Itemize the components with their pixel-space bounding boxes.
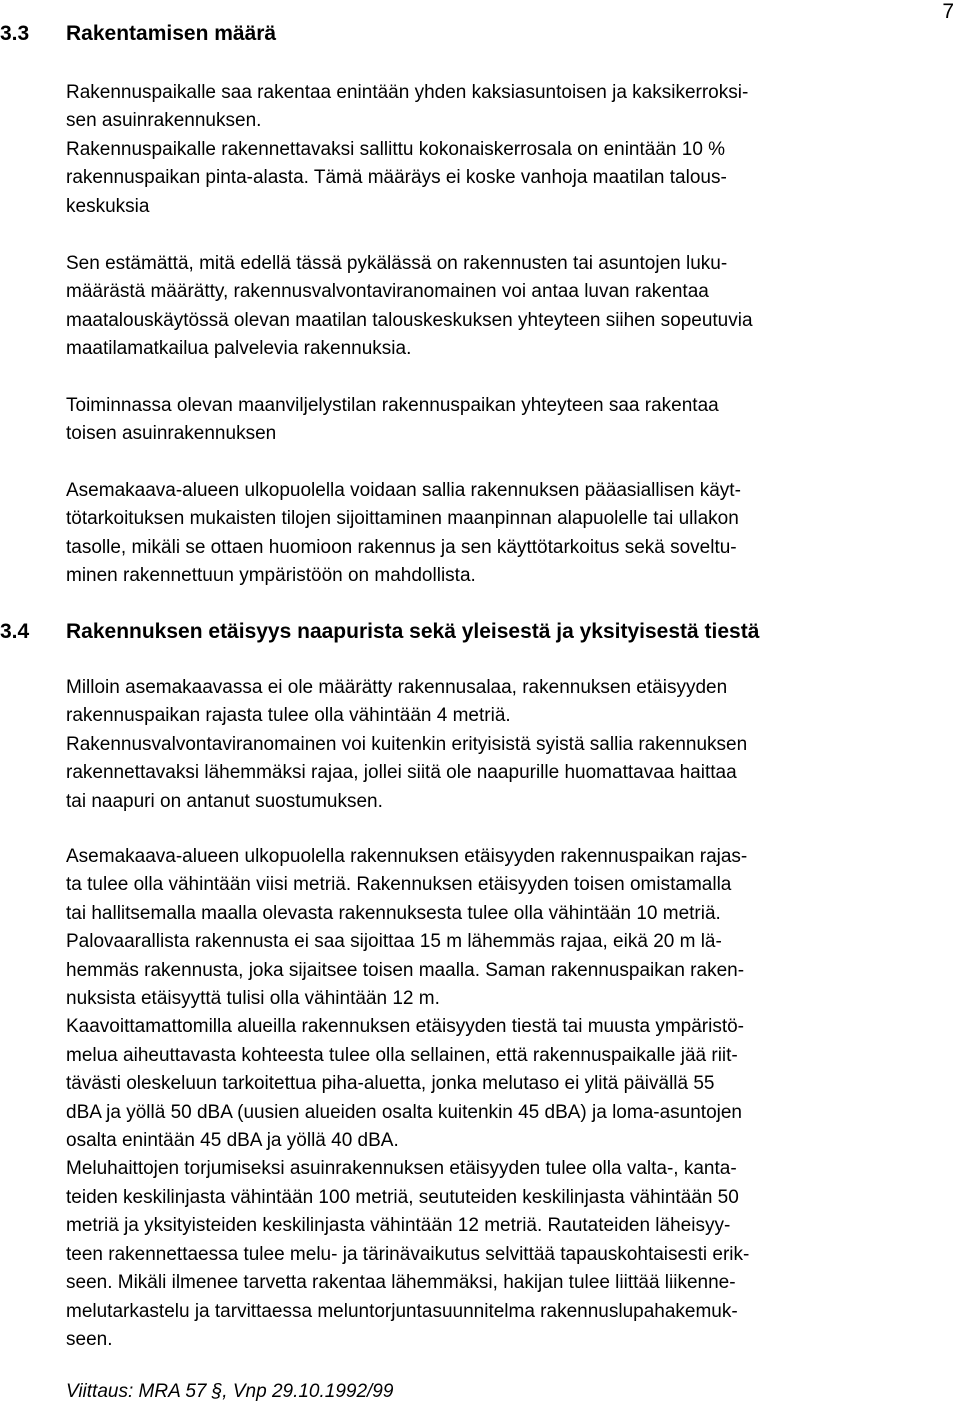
- text-line: Rakennuspaikalle saa rakentaa enintään yhden kaksiasuntoisen ja kaksikerroksi-: [66, 82, 749, 103]
- text-line: rakennettavaksi lähemmäksi rajaa, jollei siitä ole naapurille huomattavaa haittaa: [66, 762, 737, 784]
- text-line: tötarkoituksen mukaisten tilojen sijoittaminen maanpinnan alapuolelle tai ullakon: [66, 508, 739, 530]
- text-line: osalta enintään 45 dBA ja yöllä 40 dBA.: [66, 1130, 399, 1152]
- text-line: dBA ja yöllä 50 dBA (uusien alueiden osalta kuitenkin 45 dBA) ja loma-asuntojen: [66, 1101, 742, 1123]
- text-line: Milloin asemakaavassa ei ole määrätty rakennusalaa, rakennuksen etäisyyden: [66, 677, 728, 698]
- text-line: Palovaarallista rakennusta ei saa sijoittaa 15 m lähemmäs rajaa, eikä 20 m lä-: [66, 931, 722, 953]
- section-number: 3.4: [0, 620, 30, 643]
- text-line: Rakennuspaikalle rakennettavaksi sallittu kokonaiskerrosala on enintään 10 %: [66, 138, 726, 160]
- text-line: seen. Mikäli ilmenee tarvetta rakentaa lähemmäksi, hakijan tulee liittää liikenne-: [66, 1272, 736, 1294]
- text-line: Toiminnassa olevan maanviljelystilan rakennuspaikan yhteyteen saa rakentaa: [66, 395, 719, 416]
- section-title: Rakennuksen etäisyys naapurista sekä yleisestä ja yksityisestä tiestä: [66, 620, 760, 643]
- text-line: tai hallitsemalla maalla olevasta rakennuksesta tulee olla vähintään 10 metriä.: [66, 902, 721, 924]
- text-line: sen asuinrakennuksen.: [66, 110, 262, 132]
- text-line: melutarkastelu ja tarvittaessa meluntorjuntasuunnitelma rakennuslupahakemuk-: [66, 1300, 738, 1322]
- text-line: tasolle, mikäli se ottaen huomioon rakennus ja sen käyttötarkoitus sekä soveltu-: [66, 536, 737, 558]
- text-line: seen.: [66, 1328, 113, 1350]
- paragraph-second-residence: [66, 392, 946, 449]
- text-line: määrästä määrätty, rakennusvalvontaviranomainen voi antaa luvan rakentaa: [66, 281, 709, 303]
- text-line: nuksista etäisyyttä tulisi olla vähintään 12 m.: [66, 988, 440, 1010]
- text-line: Kaavoittamattomilla alueilla rakennuksen etäisyyden tiestä tai muusta ympäristö-: [66, 1016, 744, 1038]
- text-line: teen rakennettaessa tulee melu- ja tärinävaikutus selvittää tapauskohtaisesti erik-: [66, 1243, 750, 1265]
- text-line: keskuksia: [66, 195, 150, 217]
- text-line: rakennuspaikan pinta-alasta. Tämä määräys ei koske vanhoja maatilan talous-: [66, 167, 727, 189]
- text-line: toisen asuinrakennuksen: [66, 423, 277, 445]
- text-line: Meluhaittojen torjumiseksi asuinrakennuksen etäisyyden tulee olla valta-, kanta-: [66, 1158, 737, 1180]
- paragraph-boundary-distance: [66, 674, 946, 816]
- text-line: maatilamatkailua palvelevia rakennuksia.: [66, 338, 412, 360]
- text-line: hemmäs rakennusta, joka sijaitsee toisen maalla. Saman rakennuspaikan raken-: [66, 959, 745, 981]
- legal-reference: Viittaus: MRA 57 §, Vnp 29.10.1992/99: [66, 1381, 394, 1402]
- paragraph-distances-noise: [66, 843, 946, 1354]
- text-line: melua aiheuttavasta kohteesta tulee olla sellainen, että rakennuspaikalle jää riit-: [66, 1044, 738, 1066]
- text-line: Sen estämättä, mitä edellä tässä pykälässä on rakennusten tai asuntojen luku-: [66, 253, 728, 274]
- text-line: tävästi oleskeluun tarkoitettua piha-aluetta, jonka melutaso ei ylitä päivällä 55: [66, 1073, 715, 1095]
- text-line: teiden keskilinjasta vähintään 100 metriä, seututeiden keskilinjasta vähintään 50: [66, 1186, 739, 1208]
- text-line: tai naapuri on antanut suostumuksen.: [66, 790, 383, 812]
- text-line: Asemakaava-alueen ulkopuolella rakennuksen etäisyyden rakennuspaikan rajas-: [66, 846, 748, 867]
- section-number: 3.3: [0, 22, 30, 45]
- text-line: Rakennusvalvontaviranomainen voi kuitenkin erityisistä syistä sallia rakennuksen: [66, 733, 748, 755]
- section-title: Rakentamisen määrä: [66, 22, 277, 45]
- text-line: maatalouskäytössä olevan maatilan talouskeskuksen yhteyteen siihen sopeutuvia: [66, 309, 753, 331]
- paragraph-farm-tourism: [66, 250, 946, 364]
- text-line: Asemakaava-alueen ulkopuolella voidaan sallia rakennuksen pääasiallisen käyt-: [66, 480, 741, 501]
- paragraph-basement-attic: [66, 477, 946, 591]
- text-line: metriä ja yksityisteiden keskilinjasta vähintään 12 metriä. Rautateiden läheisyy-: [66, 1215, 731, 1237]
- text-line: ta tulee olla vähintään viisi metriä. Rakennuksen etäisyyden toisen omistamalla: [66, 874, 732, 896]
- page-number: 7: [942, 0, 954, 23]
- paragraph-building-amount: [66, 79, 946, 221]
- text-line: minen rakennettuun ympäristöön on mahdollista.: [66, 565, 476, 587]
- text-line: rakennuspaikan rajasta tulee olla vähintään 4 metriä.: [66, 705, 511, 727]
